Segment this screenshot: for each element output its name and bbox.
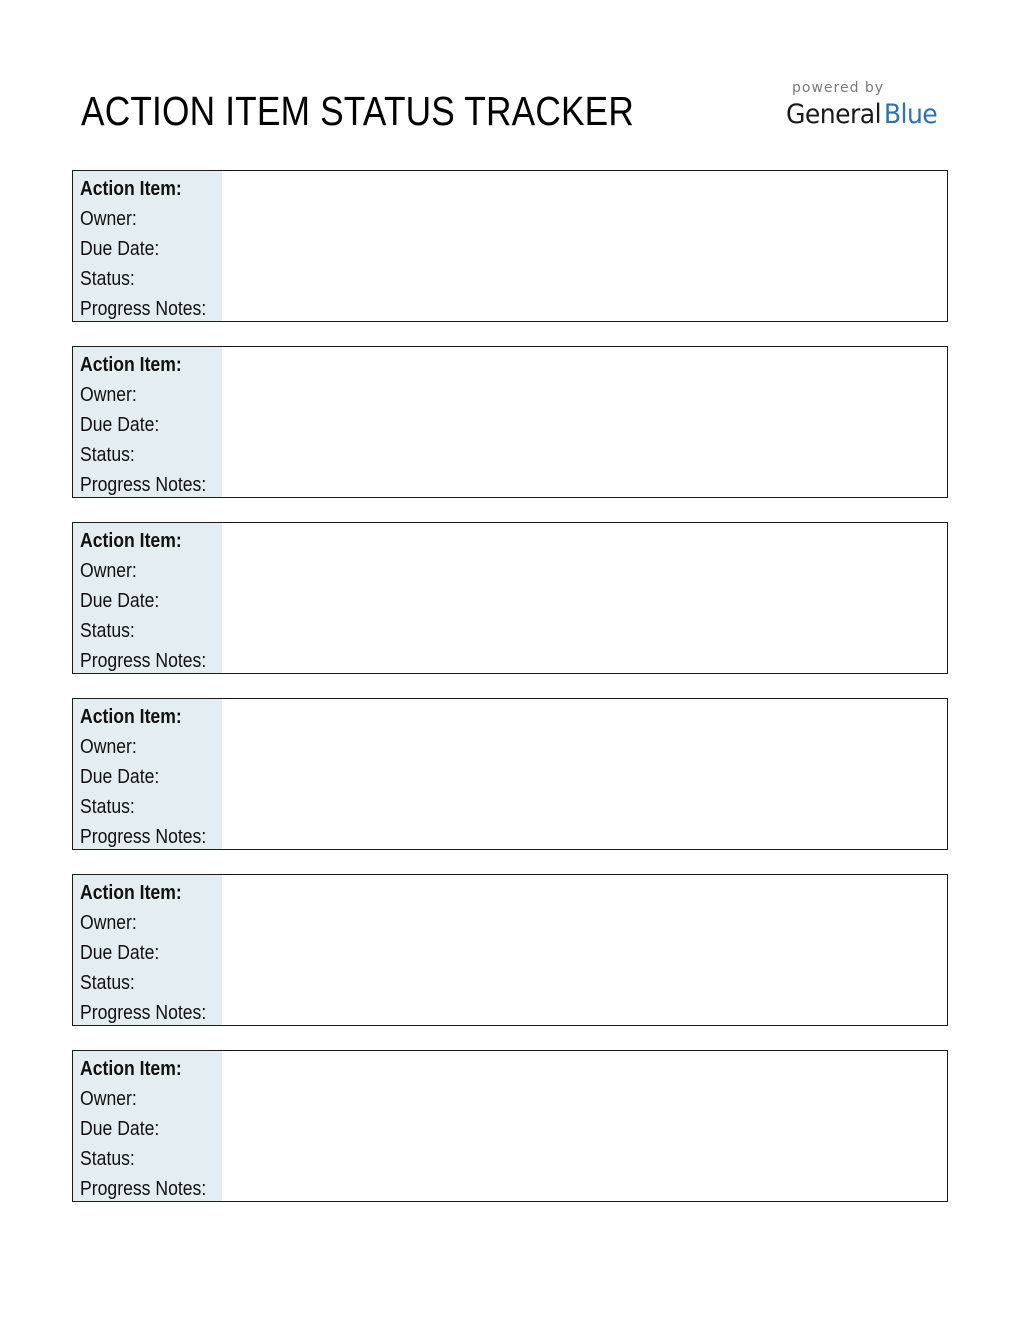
- card-labels-column: [73, 523, 222, 673]
- due-date-label: Due Date:: [80, 590, 160, 612]
- brand-name: [786, 98, 938, 132]
- status-label: Status:: [80, 972, 135, 994]
- action-item-label: Action Item:: [80, 706, 182, 728]
- progress-notes-label: Progress Notes:: [80, 826, 207, 848]
- card-value-area[interactable]: [222, 875, 947, 1025]
- owner-label: Owner:: [80, 560, 137, 582]
- brand-powered-by: powered by: [792, 80, 885, 96]
- card-value-area[interactable]: [222, 699, 947, 849]
- progress-notes-label: Progress Notes:: [80, 1178, 207, 1200]
- card-value-area[interactable]: [222, 347, 947, 497]
- owner-label: Owner:: [80, 736, 137, 758]
- due-date-label: Due Date:: [80, 414, 160, 436]
- page-title: ACTION ITEM STATUS TRACKER: [81, 88, 635, 134]
- action-item-card: [72, 346, 948, 498]
- brand-logo: [786, 78, 946, 132]
- status-label: Status:: [80, 796, 135, 818]
- progress-notes-label: Progress Notes:: [80, 298, 207, 320]
- card-value-area[interactable]: [222, 171, 947, 321]
- progress-notes-label: Progress Notes:: [80, 650, 207, 672]
- card-value-area[interactable]: [222, 523, 947, 673]
- owner-label: Owner:: [80, 208, 137, 230]
- card-labels-column: [73, 171, 222, 321]
- status-label: Status:: [80, 1148, 135, 1170]
- action-item-label: Action Item:: [80, 1058, 182, 1080]
- card-labels-column: [73, 875, 222, 1025]
- brand-name-general: General: [786, 99, 882, 130]
- due-date-label: Due Date:: [80, 1118, 160, 1140]
- owner-label: Owner:: [80, 912, 137, 934]
- card-labels-column: [73, 1051, 222, 1201]
- action-item-card: [72, 522, 948, 674]
- progress-notes-label: Progress Notes:: [80, 1002, 207, 1024]
- action-item-list: [72, 170, 948, 1226]
- card-labels-column: [73, 699, 222, 849]
- status-label: Status:: [80, 444, 135, 466]
- brand-name-blue: Blue: [883, 99, 938, 130]
- action-item-card: [72, 1050, 948, 1202]
- action-item-label: Action Item:: [80, 882, 182, 904]
- card-value-area[interactable]: [222, 1051, 947, 1201]
- owner-label: Owner:: [80, 1088, 137, 1110]
- action-item-card: [72, 874, 948, 1026]
- due-date-label: Due Date:: [80, 942, 160, 964]
- action-item-card: [72, 170, 948, 322]
- status-label: Status:: [80, 268, 135, 290]
- due-date-label: Due Date:: [80, 766, 160, 788]
- progress-notes-label: Progress Notes:: [80, 474, 207, 496]
- action-item-card: [72, 698, 948, 850]
- action-item-label: Action Item:: [80, 178, 182, 200]
- card-labels-column: [73, 347, 222, 497]
- action-item-label: Action Item:: [80, 354, 182, 376]
- owner-label: Owner:: [80, 384, 137, 406]
- due-date-label: Due Date:: [80, 238, 160, 260]
- status-label: Status:: [80, 620, 135, 642]
- action-item-label: Action Item:: [80, 530, 182, 552]
